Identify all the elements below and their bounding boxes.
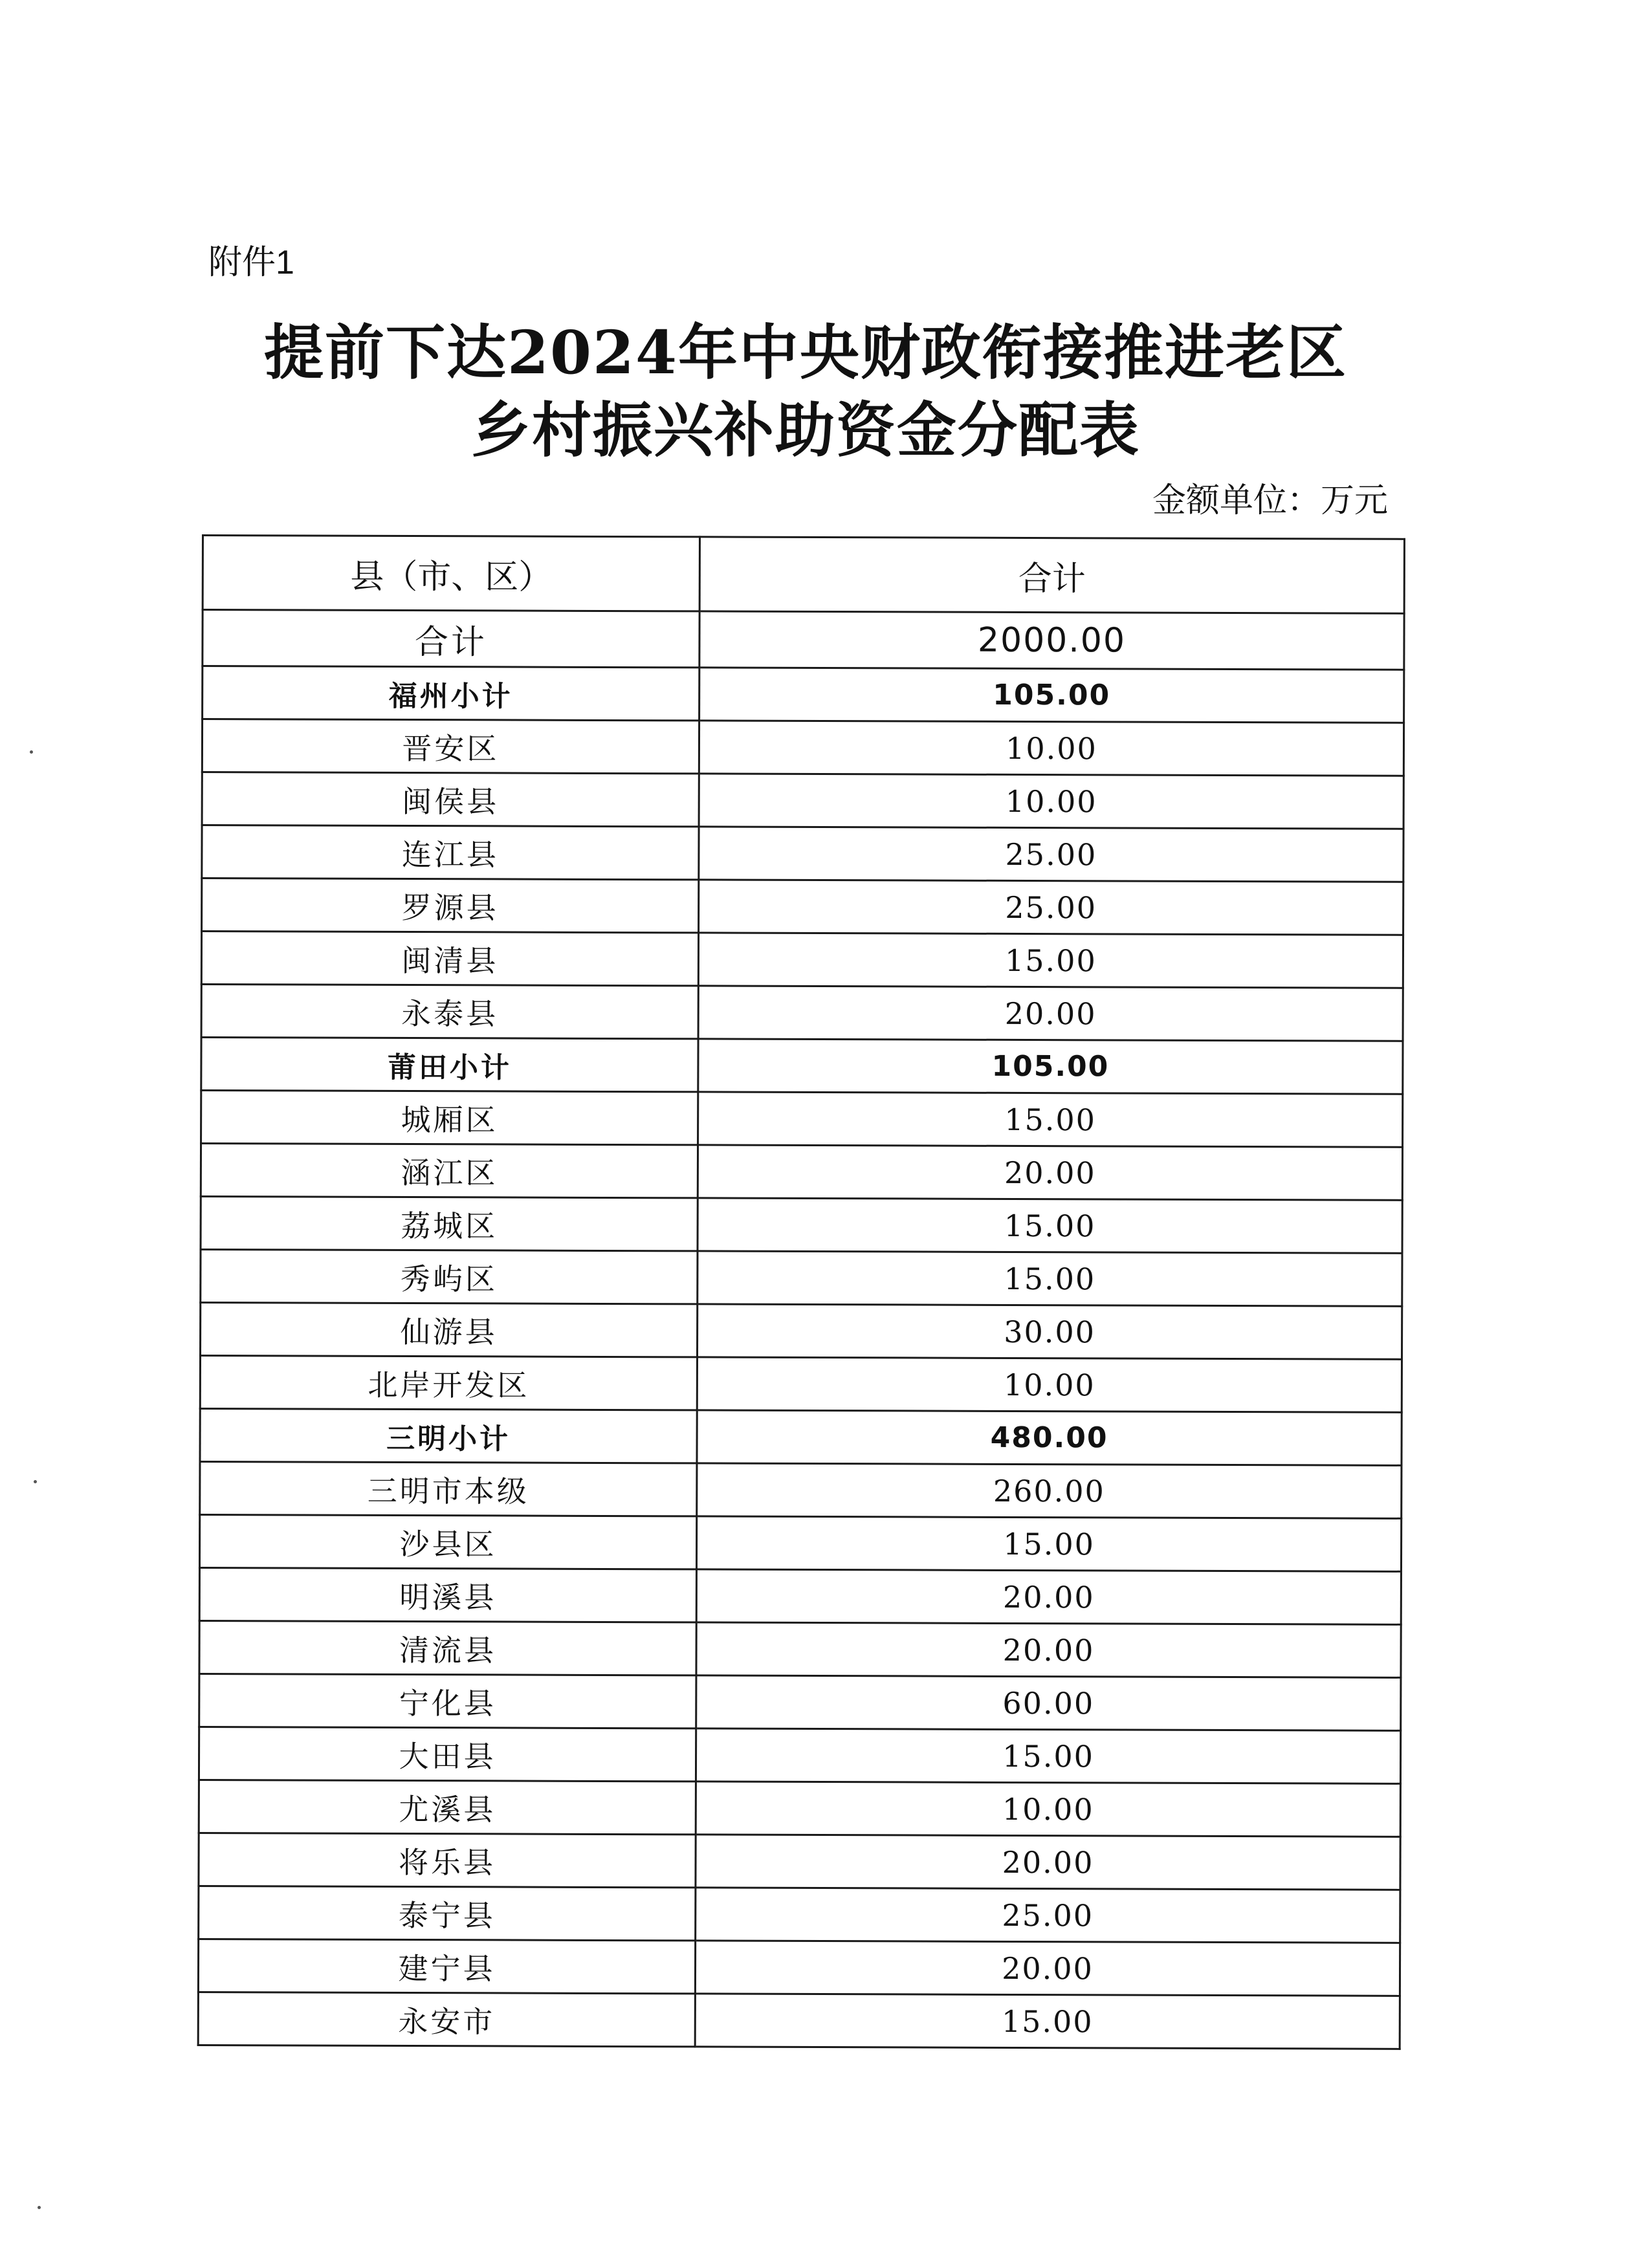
region-name: 建宁县: [198, 1939, 695, 1993]
region-name: 宁化县: [199, 1674, 696, 1728]
region-name: 罗源县: [202, 878, 699, 933]
region-name: 闽侯县: [202, 772, 699, 827]
table-row: [199, 1886, 1400, 1943]
region-amount: 10.00: [697, 1357, 1402, 1412]
table-row: [202, 719, 1403, 776]
document-title-line-1: 提前下达2024年中央财政衔接推进老区: [263, 318, 1348, 387]
region-name: 三明小计: [200, 1408, 697, 1463]
region-amount: 25.00: [699, 827, 1403, 882]
region-name: 闽清县: [201, 932, 698, 986]
region-name: 三明市本级: [200, 1461, 697, 1516]
region-amount: 105.00: [699, 668, 1404, 723]
grand-total-label: 合计: [203, 610, 699, 668]
region-amount: 20.00: [696, 1835, 1400, 1890]
region-amount: 15.00: [698, 1198, 1402, 1253]
subtotal-row: [203, 666, 1404, 723]
table-row: [199, 1833, 1400, 1890]
region-name: 涵江区: [201, 1144, 698, 1198]
region-amount: 20.00: [698, 1145, 1402, 1200]
region-name: 沙县区: [199, 1514, 696, 1569]
region-name: 永泰县: [201, 985, 698, 1039]
table-row: [199, 1674, 1401, 1730]
region-amount: 10.00: [699, 774, 1403, 829]
grand-total-row: [203, 610, 1404, 670]
subtotal-row: [200, 1408, 1402, 1465]
table-row: [198, 1939, 1400, 1996]
region-amount: 25.00: [699, 880, 1403, 935]
table-row: [201, 985, 1403, 1041]
region-name: 城厢区: [201, 1091, 698, 1145]
table-row: [201, 1091, 1403, 1148]
region-amount: 15.00: [696, 1728, 1400, 1783]
table-row: [199, 1514, 1401, 1571]
region-amount: 20.00: [696, 1569, 1401, 1624]
header-total: 合计: [699, 537, 1404, 613]
table-row: [201, 932, 1403, 988]
region-amount: 480.00: [697, 1410, 1402, 1465]
region-amount: 15.00: [698, 1251, 1402, 1306]
region-name: 尤溪县: [199, 1780, 696, 1834]
region-name: 福州小计: [203, 666, 699, 721]
table-row: [201, 1196, 1402, 1253]
region-name: 清流县: [199, 1620, 696, 1675]
scan-speck: [30, 750, 33, 754]
table-row: [202, 878, 1403, 935]
region-amount: 60.00: [696, 1675, 1401, 1730]
grand-total-amount: 2000.00: [699, 611, 1404, 670]
region-amount: 20.00: [698, 986, 1403, 1041]
table-row: [201, 1302, 1402, 1359]
table-row: [199, 1727, 1400, 1783]
region-amount: 25.00: [696, 1888, 1400, 1943]
region-name: 晋安区: [202, 719, 699, 774]
region-amount: 15.00: [698, 1092, 1403, 1147]
region-amount: 20.00: [695, 1941, 1400, 1996]
table-row: [199, 1780, 1400, 1837]
region-name: 大田县: [199, 1727, 696, 1781]
region-amount: 105.00: [698, 1039, 1403, 1094]
allocation-table: [197, 534, 1405, 2050]
scan-speck: [34, 1480, 37, 1483]
region-name: 秀屿区: [201, 1249, 698, 1303]
table-row: [201, 1249, 1402, 1306]
region-name: 永安市: [198, 1992, 695, 2046]
region-name: 荔城区: [201, 1196, 698, 1250]
region-amount: 10.00: [699, 721, 1403, 776]
region-amount: 15.00: [696, 1516, 1401, 1571]
region-amount: 30.00: [698, 1304, 1402, 1359]
region-amount: 260.00: [697, 1463, 1402, 1518]
region-name: 将乐县: [199, 1833, 696, 1887]
table-row: [198, 1992, 1400, 2049]
region-amount: 20.00: [696, 1622, 1401, 1677]
region-name: 仙游县: [201, 1302, 698, 1357]
table-body: [198, 610, 1404, 2049]
region-amount: 15.00: [695, 1994, 1400, 2049]
attachment-label: 附件1: [208, 244, 294, 281]
header-county: 县（市、区）: [203, 536, 699, 611]
table-row: [200, 1461, 1402, 1518]
scan-speck: [38, 2206, 41, 2209]
region-name: 明溪县: [199, 1567, 696, 1622]
table-row: [201, 1144, 1402, 1201]
region-amount: 10.00: [696, 1782, 1400, 1837]
table-row: [202, 825, 1403, 882]
document-title-line-2: 乡村振兴补助资金分配表: [470, 395, 1140, 465]
table-row: [199, 1567, 1401, 1624]
region-name: 泰宁县: [199, 1886, 696, 1940]
table-row: [199, 1620, 1401, 1677]
region-name: 莆田小计: [201, 1038, 698, 1092]
region-amount: 15.00: [698, 933, 1403, 988]
table-row: [202, 772, 1403, 829]
unit-note: 金额单位：万元: [1152, 481, 1388, 520]
table-row: [200, 1355, 1402, 1412]
region-name: 连江县: [202, 825, 699, 880]
region-name: 北岸开发区: [200, 1355, 697, 1410]
table-header-row: [203, 536, 1404, 614]
subtotal-row: [201, 1038, 1403, 1095]
